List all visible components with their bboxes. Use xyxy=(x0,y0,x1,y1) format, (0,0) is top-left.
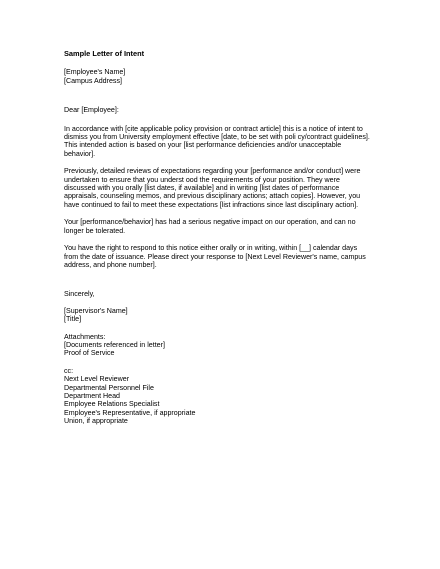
recipient-name: [Employee's Name] xyxy=(64,68,126,77)
cc-item: Next Level Reviewer xyxy=(64,375,130,384)
cc-item: Departmental Personnel File xyxy=(64,383,154,392)
recipient-address: [Campus Address] xyxy=(64,76,122,85)
cc-block xyxy=(64,367,384,426)
attachments-label: Attachments: xyxy=(64,332,106,341)
paragraph-line: discussed with you orally [list dates, if available] and in writing [list dates of performance xyxy=(64,184,340,193)
cc-label: cc: xyxy=(64,366,74,375)
signature-block xyxy=(64,307,384,324)
paragraph-line: You have the right to respond to this notice either orally or in writing, within [__] calendar days xyxy=(64,244,358,253)
paragraph-notice xyxy=(64,125,384,159)
letter-page xyxy=(64,50,384,426)
salutation: Dear [Employee]: xyxy=(64,106,119,115)
paragraph-line: from the date of issuance. Please direct your response to [Next Level Reviewer's name, campus xyxy=(64,252,366,261)
paragraph-impact xyxy=(64,218,384,235)
paragraph-line: behavior]. xyxy=(64,149,96,158)
paragraph-line: Previously, detailed reviews of expectations regarding your [performance and/or conduct] were xyxy=(64,167,361,176)
attachment-item: Proof of Service xyxy=(64,349,115,358)
paragraph-line: have continued to fail to meet these expectations [list infractions since last disciplinary action]. xyxy=(64,200,359,209)
letter-title: Sample Letter of Intent xyxy=(64,49,145,58)
cc-item: Employee's Representative, if appropriate xyxy=(64,408,196,417)
paragraph-line: In accordance with [cite applicable policy provision or contract article] this is a notice of intent to xyxy=(64,124,363,133)
paragraph-line: dismiss you from University employment effective [date, to be set with poli cy/contract guidelines]. xyxy=(64,133,370,142)
paragraph-history xyxy=(64,167,384,209)
paragraph-line: undertaken to ensure that you underst ood the requirements of your position. They were xyxy=(64,175,340,184)
attachment-item: [Documents referenced in letter] xyxy=(64,340,165,349)
paragraph-line: This intended action is based on your [list performance deficiencies and/or unacceptable xyxy=(64,141,342,150)
attachments-block xyxy=(64,333,384,358)
paragraph-line: longer be tolerated. xyxy=(64,226,126,235)
cc-item: Employee Relations Specialist xyxy=(64,400,160,409)
signature-title: [Title] xyxy=(64,315,82,324)
recipient-block xyxy=(64,68,384,85)
cc-item: Department Head xyxy=(64,391,120,400)
paragraph-response xyxy=(64,244,384,269)
paragraph-line: address, and phone number]. xyxy=(64,260,157,269)
signature-name: [Supervisor's Name] xyxy=(64,306,128,315)
closing: Sincerely, xyxy=(64,290,95,299)
paragraph-line: Your [performance/behavior] has had a serious negative impact on our operation, and can no xyxy=(64,218,356,227)
cc-item: Union, if appropriate xyxy=(64,417,128,426)
paragraph-line: appraisals, counseling memos, and previous disciplinary actions; attach copies]. However, you xyxy=(64,192,361,201)
